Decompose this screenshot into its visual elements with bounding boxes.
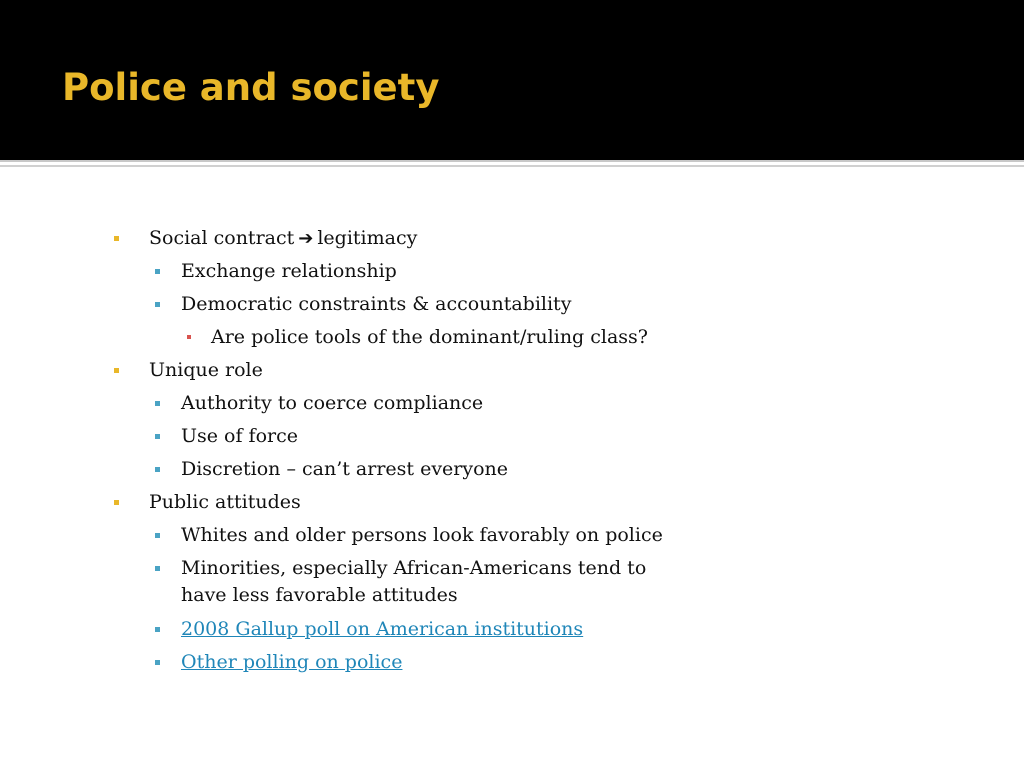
right-arrow-icon: ➔ [298, 228, 314, 249]
list-item-text: Social contract [149, 227, 295, 249]
square-bullet-icon [155, 401, 160, 406]
square-bullet-icon [187, 335, 191, 339]
square-bullet-icon [155, 467, 160, 472]
list-item-discretion: Discretion – can’t arrest everyone [181, 458, 509, 480]
square-bullet-icon [155, 660, 160, 665]
list-item-minorities-line2: have less favorable attitudes [181, 584, 458, 606]
square-bullet-icon [155, 566, 160, 571]
list-item-public-attitudes: Public attitudes [149, 491, 301, 513]
other-polling-link[interactable]: Other polling on police [181, 651, 403, 673]
square-bullet-icon [155, 302, 160, 307]
list-item-other-polling-wrapper [181, 647, 402, 677]
list-item-social-contract [149, 223, 417, 254]
square-bullet-icon [155, 434, 160, 439]
slide-title: Police and society [62, 66, 440, 109]
list-item-gallup-link-wrapper [181, 614, 583, 644]
square-bullet-icon [114, 236, 119, 241]
list-item-whites-older: Whites and older persons look favorably on police [181, 524, 663, 546]
list-item-police-tools: Are police tools of the dominant/ruling class? [211, 326, 648, 348]
list-item-use-of-force: Use of force [181, 425, 298, 447]
list-item-democratic-constraints: Democratic constraints & accountability [181, 293, 572, 315]
square-bullet-icon [155, 627, 160, 632]
square-bullet-icon [155, 269, 160, 274]
list-item-exchange-relationship: Exchange relationship [181, 260, 397, 282]
list-item-unique-role: Unique role [149, 359, 263, 381]
square-bullet-icon [114, 500, 119, 505]
list-item-minorities-line1: Minorities, especially African-Americans tend to [181, 557, 647, 579]
list-item-text: legitimacy [317, 227, 418, 249]
square-bullet-icon [155, 533, 160, 538]
gallup-poll-link[interactable]: 2008 Gallup poll on American institutions [181, 618, 584, 640]
list-item-authority: Authority to coerce compliance [181, 392, 484, 414]
square-bullet-icon [114, 368, 119, 373]
